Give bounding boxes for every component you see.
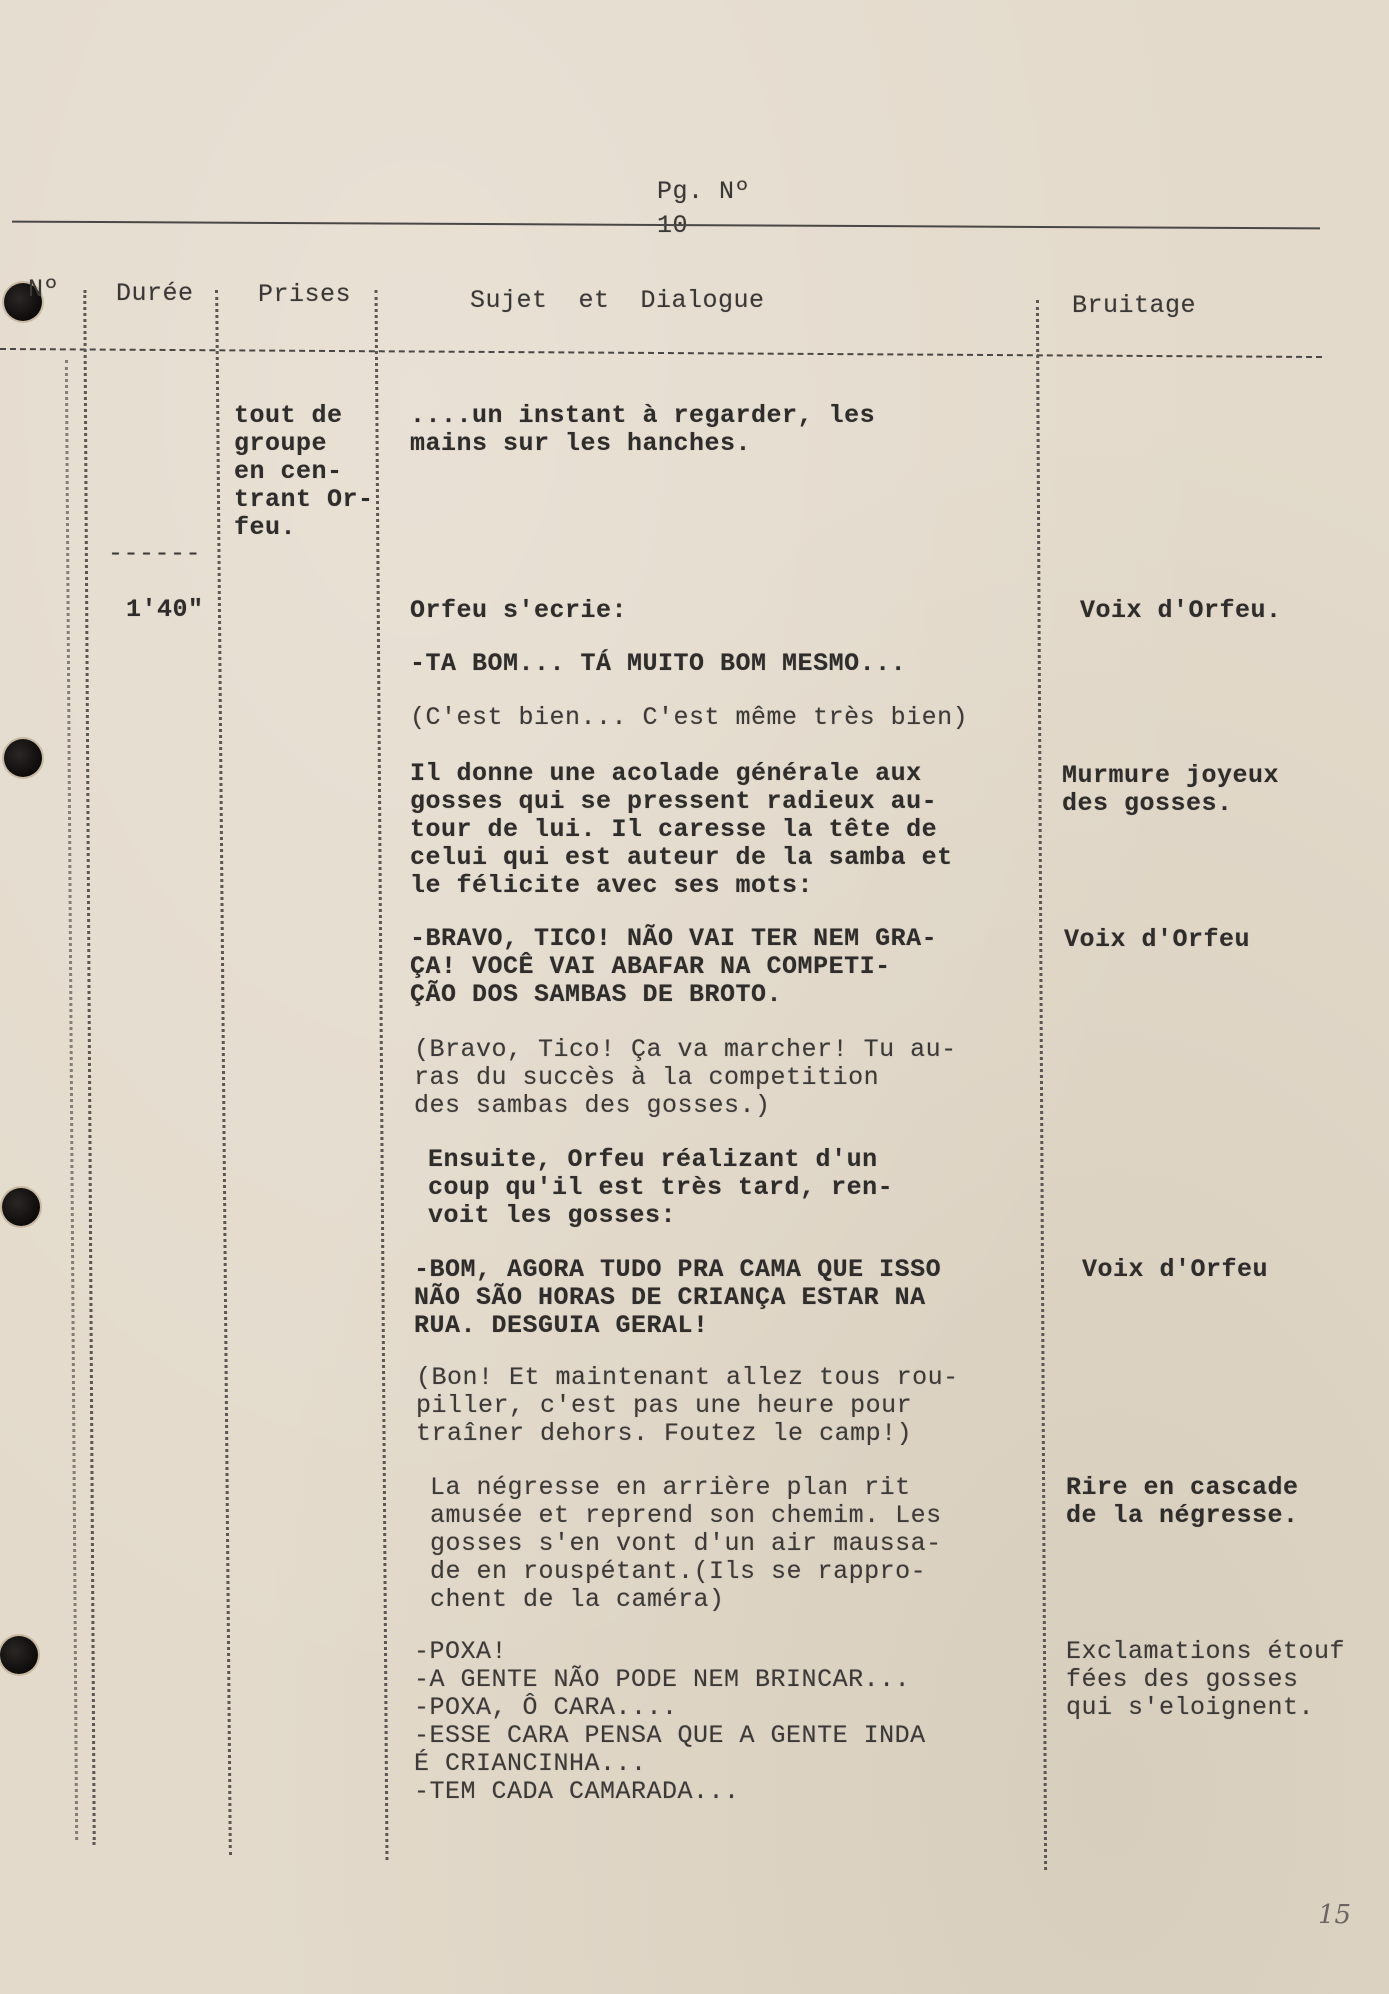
page-number-value: 10: [657, 211, 689, 240]
column-divider-0: [65, 360, 78, 1840]
bruitage-cell-6: Voix d'Orfeu: [1064, 925, 1251, 954]
column-header-no: Nº: [28, 275, 60, 304]
column-divider-4: [1036, 300, 1047, 1870]
sujet-cell-12: -POXA! -A GENTE NÃO PODE NEM BRINCAR... -POXA, Ô CARA.... -ESSE CARA PENSA QUE A GENTE INDA É CRIANCINHA... -TEM CADA CAMARADA...: [414, 1637, 926, 1806]
sujet-cell-2: Orfeu s'ecrie:: [410, 596, 628, 625]
bruitage-cell-5: Murmure joyeux des gosses.: [1062, 761, 1280, 818]
sujet-cell-1: ....un instant à regarder, les mains sur les hanches.: [410, 401, 876, 458]
sujet-cell-8: Ensuite, Orfeu réalizant d'un coup qu'il est très tard, ren- voit les gosses:: [428, 1145, 894, 1230]
sujet-cell-9: -BOM, AGORA TUDO PRA CAMA QUE ISSO NÃO SÃO HORAS DE CRIANÇA ESTAR NA RUA. DESGUIA GERAL!: [414, 1255, 942, 1340]
punch-hole-2: [4, 739, 42, 777]
page-number: [595, 150, 750, 262]
punch-hole-4: [0, 1636, 38, 1674]
sujet-cell-11: La négresse en arrière plan rit amusée et reprend son chemim. Les gosses s'en vont d'un air maussa- de en rouspétant.(Ils se rappro- chent de la caméra): [430, 1473, 942, 1614]
sujet-cell-5: Il donne une acolade générale aux gosses qui se pressent radieux au- tour de lui. Il caresse la tête de celui qui est auteur de la samba et le félicite avec ses mots:: [410, 759, 953, 900]
column-divider-2: [215, 290, 232, 1855]
duree-cell-2: 1'40": [126, 595, 204, 624]
column-header-prises: Prises: [258, 280, 352, 309]
punch-hole-3: [2, 1188, 40, 1226]
sujet-cell-3: -TA BOM... TÁ MUITO BOM MESMO...: [410, 649, 907, 678]
duree-separator: ------: [108, 539, 202, 568]
header-bottom-rule: [0, 348, 1322, 358]
bruitage-cell-12: Exclamations étouf fées des gosses qui s'eloignent.: [1066, 1637, 1346, 1722]
column-divider-3: [375, 290, 389, 1860]
sujet-cell-6: -BRAVO, TICO! NÃO VAI TER NEM GRA- ÇA! VOCÊ VAI ABAFAR NA COMPETI- ÇÃO DOS SAMBAS DE BROTO.: [410, 924, 938, 1009]
bruitage-cell-11: Rire en cascade de la négresse.: [1066, 1473, 1299, 1530]
column-header-bruitage: Bruitage: [1072, 291, 1197, 320]
column-divider-1: [83, 290, 95, 1845]
sujet-cell-4: (C'est bien... C'est même très bien): [410, 703, 969, 732]
sujet-cell-10: (Bon! Et maintenant allez tous rou- piller, c'est pas une heure pour traîner dehors. Foutez le camp!): [416, 1363, 959, 1448]
bruitage-cell-9: Voix d'Orfeu: [1082, 1255, 1269, 1284]
column-header-duree: Durée: [116, 279, 194, 308]
prises-cell-1: tout de groupe en cen- trant Or- feu.: [234, 401, 374, 542]
handwritten-page-mark: 15: [1318, 1900, 1352, 1930]
bruitage-cell-2: Voix d'Orfeu.: [1080, 596, 1282, 625]
column-header-sujet: Sujet et Dialogue: [470, 286, 765, 315]
page-label: Pg. Nº: [657, 177, 751, 206]
sujet-cell-7: (Bravo, Tico! Ça va marcher! Tu au- ras du succès à la competition des sambas des gosses.): [414, 1035, 957, 1120]
